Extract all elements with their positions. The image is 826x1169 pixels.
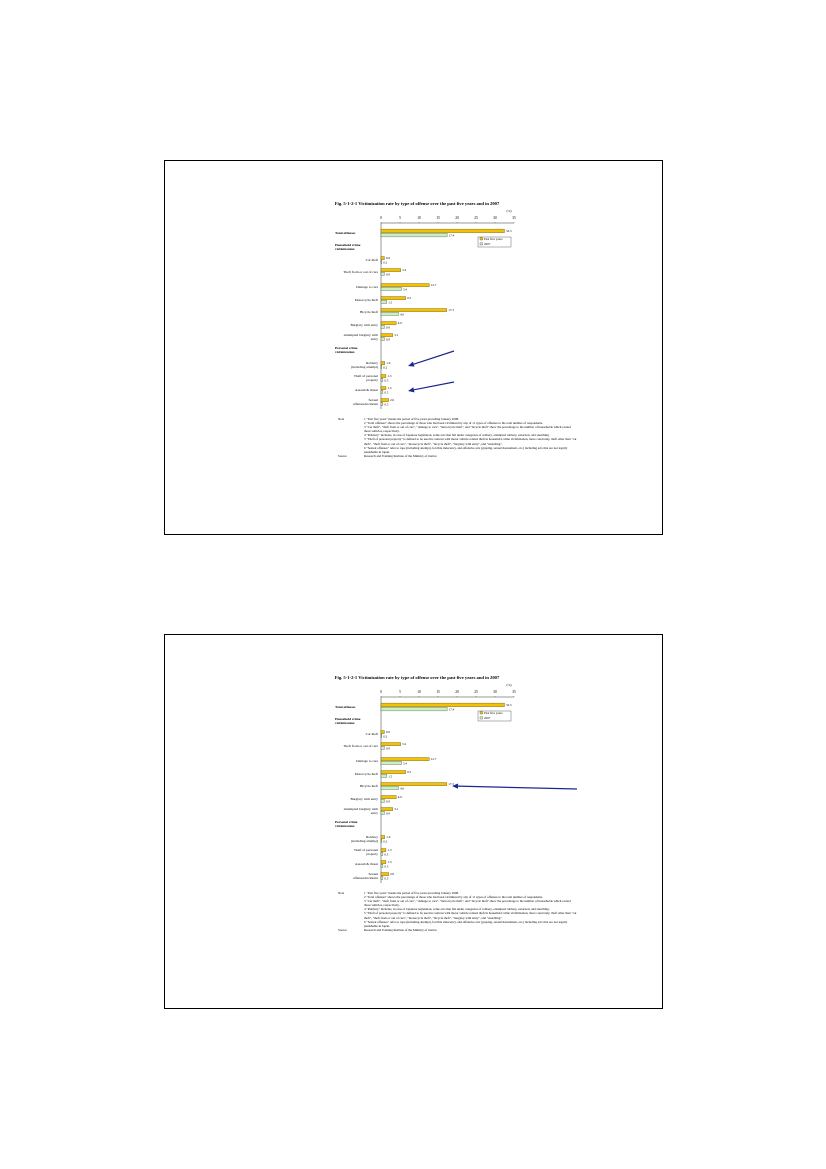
bar-past-five-years <box>381 309 447 312</box>
group-heading-personal: Personal crime victimization <box>335 346 358 355</box>
bar-2007 <box>381 233 447 237</box>
bar-past-five-years <box>381 836 385 839</box>
note-text: 6 "Sexual offenses" refer to rape (including attempt), forcible indecency, and offensive acts (groping, sexual harassment, etc.) including acts that are not legally punishable in Japan. <box>364 919 568 928</box>
chart-title: Fig. 5-1-2-1 Victimization rate by type of offense over the past five years and in 2007 <box>334 201 500 206</box>
x-unit-label: (%) <box>506 209 512 213</box>
bar-past-five-years <box>381 731 384 734</box>
bar-past-five-years <box>381 758 429 761</box>
data-label-past-five-years: 17.3 <box>448 782 454 786</box>
annotation-arrow <box>452 784 577 789</box>
note-row <box>338 911 578 919</box>
chart-2 <box>165 635 662 1008</box>
group-heading-household: Household crime victimization <box>335 717 361 726</box>
data-label-2007: 0.9 <box>385 325 390 330</box>
note-row <box>338 899 578 907</box>
bar-2007 <box>381 378 383 381</box>
data-label-2007: 17.4 <box>448 707 455 712</box>
data-label-2007: 0.5 <box>384 876 389 881</box>
note-label <box>338 920 364 928</box>
bar-2007 <box>381 839 382 842</box>
category-label: Robbery (including attempt) <box>351 835 378 844</box>
data-label-past-five-years: 12.7 <box>430 757 437 761</box>
x-tick-label: 5 <box>399 690 401 694</box>
data-label-past-five-years: 32.5 <box>506 229 512 233</box>
chart-1 <box>165 161 662 534</box>
group-heading-household: Household crime victimization <box>335 243 361 252</box>
data-label-past-five-years: 6.5 <box>407 296 412 300</box>
notes-2 <box>338 891 578 932</box>
category-label: Burglary with entry <box>350 323 378 328</box>
x-tick-label: 15 <box>436 216 440 220</box>
data-label-past-five-years: 3.1 <box>394 807 399 811</box>
note-text: 2 "Total offenses" shows the percentage of those who had been victimized by any of 11 types of offenses to the total number of respondents. <box>364 895 543 900</box>
note-text: 1 "Past five years" means the period of five years preceding January 2008. <box>364 891 459 895</box>
category-label: Theft of personal property <box>353 848 378 857</box>
note-text: 6 "Sexual offenses" refer to rape (including attempt), forcible indecency, and offensive acts (groping, sexual harassment, etc.) including acts that are not legally punishable in Japan. <box>364 445 568 454</box>
x-tick-label: 35 <box>512 690 516 694</box>
data-label-2007: 0.9 <box>385 811 390 816</box>
data-label-2007: 5.4 <box>403 287 408 292</box>
data-label-2007: 1.5 <box>388 300 393 305</box>
note-text: 4 "Robbery" includes, in case of Japanese legislation, some acts that fall under categories of robbery, attempted robbery, extortion, and snatching. <box>364 433 550 438</box>
category-label: Assault & threat <box>355 862 378 867</box>
data-label-2007: 0.2 <box>383 839 388 844</box>
bar-2007 <box>381 300 387 303</box>
bar-2007 <box>381 811 384 814</box>
note-text: 3 "Car theft", "theft from or out of cars", "damage to cars", "motorcycle theft", and "bicycle theft" show the percentage to the number of households which owned those vehicles, respectively. <box>364 899 571 908</box>
x-tick-label: 30 <box>493 690 497 694</box>
data-label-past-five-years: 12.7 <box>430 283 437 287</box>
data-label-past-five-years: 1.3 <box>387 386 392 390</box>
legend-swatch <box>480 717 483 719</box>
bar-2007 <box>381 402 383 405</box>
category-label: Robbery (including attempt) <box>351 361 378 370</box>
note-label <box>338 899 364 907</box>
source-row <box>338 454 578 458</box>
note-text: 5 "Theft of personal property" is defined to be used in contrast with motor vehicle related theft in household crime victimization, more concretely, theft other than "car theft", "theft from or out of cars", "motorcycle theft", "bicycle theft", "burglary with entry", and "snatching". <box>364 437 577 446</box>
bar-2007 <box>381 365 382 368</box>
x-tick-label: 10 <box>417 216 421 220</box>
slide-1 <box>164 160 663 535</box>
data-label-past-five-years: 1.3 <box>387 860 392 864</box>
bar-past-five-years <box>381 771 406 774</box>
data-label-2007: 5.4 <box>403 761 408 766</box>
category-label: Theft from or out of cars <box>343 270 378 275</box>
bar-past-five-years <box>381 399 389 402</box>
x-tick-label: 15 <box>436 690 440 694</box>
legend-swatch <box>480 238 483 240</box>
x-tick-label: 10 <box>417 690 421 694</box>
bar-2007 <box>381 312 398 315</box>
source-text: Research and Training Institute of the Ministry of Justice <box>364 453 437 458</box>
note-label <box>338 446 364 454</box>
note-label <box>338 437 364 445</box>
note-label: Note <box>338 891 345 895</box>
annotation-arrow <box>408 351 454 367</box>
category-label: Car theft <box>365 258 378 263</box>
data-label-2007: 0.2 <box>383 365 388 370</box>
note-row <box>338 437 578 445</box>
data-label-past-five-years: 0.9 <box>385 256 390 260</box>
bar-2007 <box>381 761 402 764</box>
legend-label: 2007 <box>484 242 491 246</box>
bar-2007 <box>381 852 383 855</box>
x-tick-label: 0 <box>380 216 382 220</box>
legend <box>478 711 511 721</box>
category-label: Theft from or out of cars <box>343 744 378 749</box>
data-label-2007: 0.9 <box>385 337 390 342</box>
note-label <box>338 425 364 433</box>
category-label: Attempted burglary with entry <box>343 333 378 342</box>
data-label-past-five-years: 1.3 <box>387 374 392 378</box>
category-label: Attempted burglary with entry <box>343 807 378 816</box>
bar-2007 <box>381 287 402 290</box>
note-text: 5 "Theft of personal property" is defined to be used in contrast with motor vehicle related theft in household crime victimization, more concretely, theft other than "car theft", "theft from or out of cars", "motorcycle theft", "bicycle theft", "burglary with entry", and "snatching". <box>364 911 577 920</box>
note-row <box>338 446 578 454</box>
bar-2007 <box>381 272 384 275</box>
category-label: Sexual offenses/incidents <box>352 398 378 407</box>
note-text: 3 "Car theft", "theft from or out of cars", "damage to cars", "motorcycle theft", and "bicycle theft" show the percentage to the number of households which owned those vehicles, respectively. <box>364 425 571 434</box>
data-label-past-five-years: 32.5 <box>506 703 512 707</box>
bar-past-five-years <box>381 257 384 260</box>
category-label: Burglary with entry <box>350 797 378 802</box>
data-label-past-five-years: 0.9 <box>385 730 390 734</box>
category-label: Bicycle theft <box>360 784 378 789</box>
data-label-2007: 0.5 <box>384 852 389 857</box>
x-tick-label: 20 <box>455 216 459 220</box>
bar-2007 <box>381 707 447 711</box>
x-unit-label: (%) <box>506 683 512 687</box>
data-label-2007: 0.9 <box>385 746 390 751</box>
category-label: Total offenses <box>335 231 356 236</box>
data-label-past-five-years: 4.0 <box>397 795 402 799</box>
notes-1 <box>338 417 578 458</box>
data-label-past-five-years: 3.1 <box>394 333 399 337</box>
bar-2007 <box>381 799 384 802</box>
legend-swatch <box>480 712 483 714</box>
legend-label: 2007 <box>484 716 491 720</box>
category-label: Total offenses <box>335 705 356 710</box>
x-tick-label: 5 <box>399 216 401 220</box>
data-label-past-five-years: 5.2 <box>402 742 407 746</box>
bar-past-five-years <box>381 284 429 287</box>
x-tick-label: 25 <box>474 690 478 694</box>
category-label: Sexual offenses/incidents <box>352 872 378 881</box>
data-label-past-five-years: 5.2 <box>402 268 407 272</box>
bar-past-five-years <box>381 334 393 337</box>
x-tick-label: 0 <box>380 690 382 694</box>
bar-past-five-years <box>381 297 406 300</box>
group-heading-personal: Personal crime victimization <box>335 820 358 829</box>
x-tick-label: 30 <box>493 216 497 220</box>
data-label-2007: 0.5 <box>384 390 389 395</box>
bar-past-five-years <box>381 362 385 365</box>
bar-past-five-years <box>381 269 401 272</box>
data-label-2007: 0.9 <box>385 799 390 804</box>
note-row <box>338 425 578 433</box>
bar-past-five-years <box>381 783 447 786</box>
note-text: 2 "Total offenses" shows the percentage of those who had been victimized by any of 11 types of offenses to the total number of respondents. <box>364 421 543 426</box>
data-label-2007: 0.5 <box>384 378 389 383</box>
category-label: Assault & threat <box>355 388 378 393</box>
bar-past-five-years <box>381 873 389 876</box>
bar-2007 <box>381 325 384 328</box>
source-row <box>338 928 578 932</box>
chart-title: Fig. 5-1-2-1 Victimization rate by type of offense over the past five years and in 2007 <box>334 675 500 680</box>
data-label-2007: 4.6 <box>399 312 404 317</box>
bar-2007 <box>381 786 398 789</box>
slide-2 <box>164 634 663 1009</box>
bar-past-five-years <box>381 322 396 325</box>
bar-past-five-years <box>381 808 393 811</box>
bar-past-five-years <box>381 703 505 707</box>
note-text: 1 "Past five years" means the period of five years preceding January 2008. <box>364 417 459 421</box>
bar-past-five-years <box>381 861 386 864</box>
note-text: 4 "Robbery" includes, in case of Japanese legislation, some acts that fall under categories of robbery, attempted robbery, extortion, and snatching. <box>364 907 550 912</box>
source-label: Source <box>338 453 347 458</box>
x-tick-label: 25 <box>474 216 478 220</box>
category-label: Car theft <box>365 732 378 737</box>
legend <box>478 237 511 247</box>
data-label-2007: 0.2 <box>383 260 388 265</box>
bar-2007 <box>381 864 383 867</box>
data-label-past-five-years: 4.0 <box>397 321 402 325</box>
bar-past-five-years <box>381 796 396 799</box>
note-label <box>338 911 364 919</box>
x-tick-label: 20 <box>455 690 459 694</box>
bar-past-five-years <box>381 229 505 233</box>
category-label: Damage to cars <box>356 285 378 290</box>
category-label: Motorcycle theft <box>354 772 378 777</box>
data-label-past-five-years: 2.0 <box>390 872 395 876</box>
bar-2007 <box>381 876 383 879</box>
note-label: Note <box>338 417 345 421</box>
bar-2007 <box>381 734 382 737</box>
legend-label: Past five years <box>484 711 503 715</box>
bar-past-five-years <box>381 743 401 746</box>
bar-2007 <box>381 390 383 393</box>
data-label-2007: 0.9 <box>385 272 390 277</box>
category-label: Bicycle theft <box>360 310 378 315</box>
bar-2007 <box>381 746 384 749</box>
bar-2007 <box>381 337 384 340</box>
source-label: Source <box>338 927 347 932</box>
bar-past-five-years <box>381 375 386 378</box>
legend-swatch <box>480 243 483 245</box>
category-label: Theft of personal property <box>353 374 378 383</box>
data-label-2007: 0.2 <box>383 734 388 739</box>
annotation-arrow <box>408 382 454 392</box>
data-label-2007: 0.5 <box>384 402 389 407</box>
data-label-2007: 17.4 <box>448 233 455 238</box>
data-label-past-five-years: 1.0 <box>386 361 391 365</box>
data-label-2007: 0.5 <box>384 864 389 869</box>
data-label-past-five-years: 17.3 <box>448 308 454 312</box>
data-label-past-five-years: 1.0 <box>386 835 391 839</box>
bar-2007 <box>381 774 387 777</box>
data-label-2007: 1.5 <box>388 774 393 779</box>
data-label-past-five-years: 1.3 <box>387 848 392 852</box>
data-label-2007: 4.6 <box>399 786 404 791</box>
source-text: Research and Training Institute of the Ministry of Justice <box>364 927 437 932</box>
bar-2007 <box>381 260 382 263</box>
category-label: Damage to cars <box>356 759 378 764</box>
bar-past-five-years <box>381 849 386 852</box>
note-row <box>338 920 578 928</box>
legend-label: Past five years <box>484 237 503 241</box>
data-label-past-five-years: 2.0 <box>390 398 395 402</box>
data-label-past-five-years: 6.5 <box>407 770 412 774</box>
x-tick-label: 35 <box>512 216 516 220</box>
category-label: Motorcycle theft <box>354 298 378 303</box>
bar-past-five-years <box>381 387 386 390</box>
